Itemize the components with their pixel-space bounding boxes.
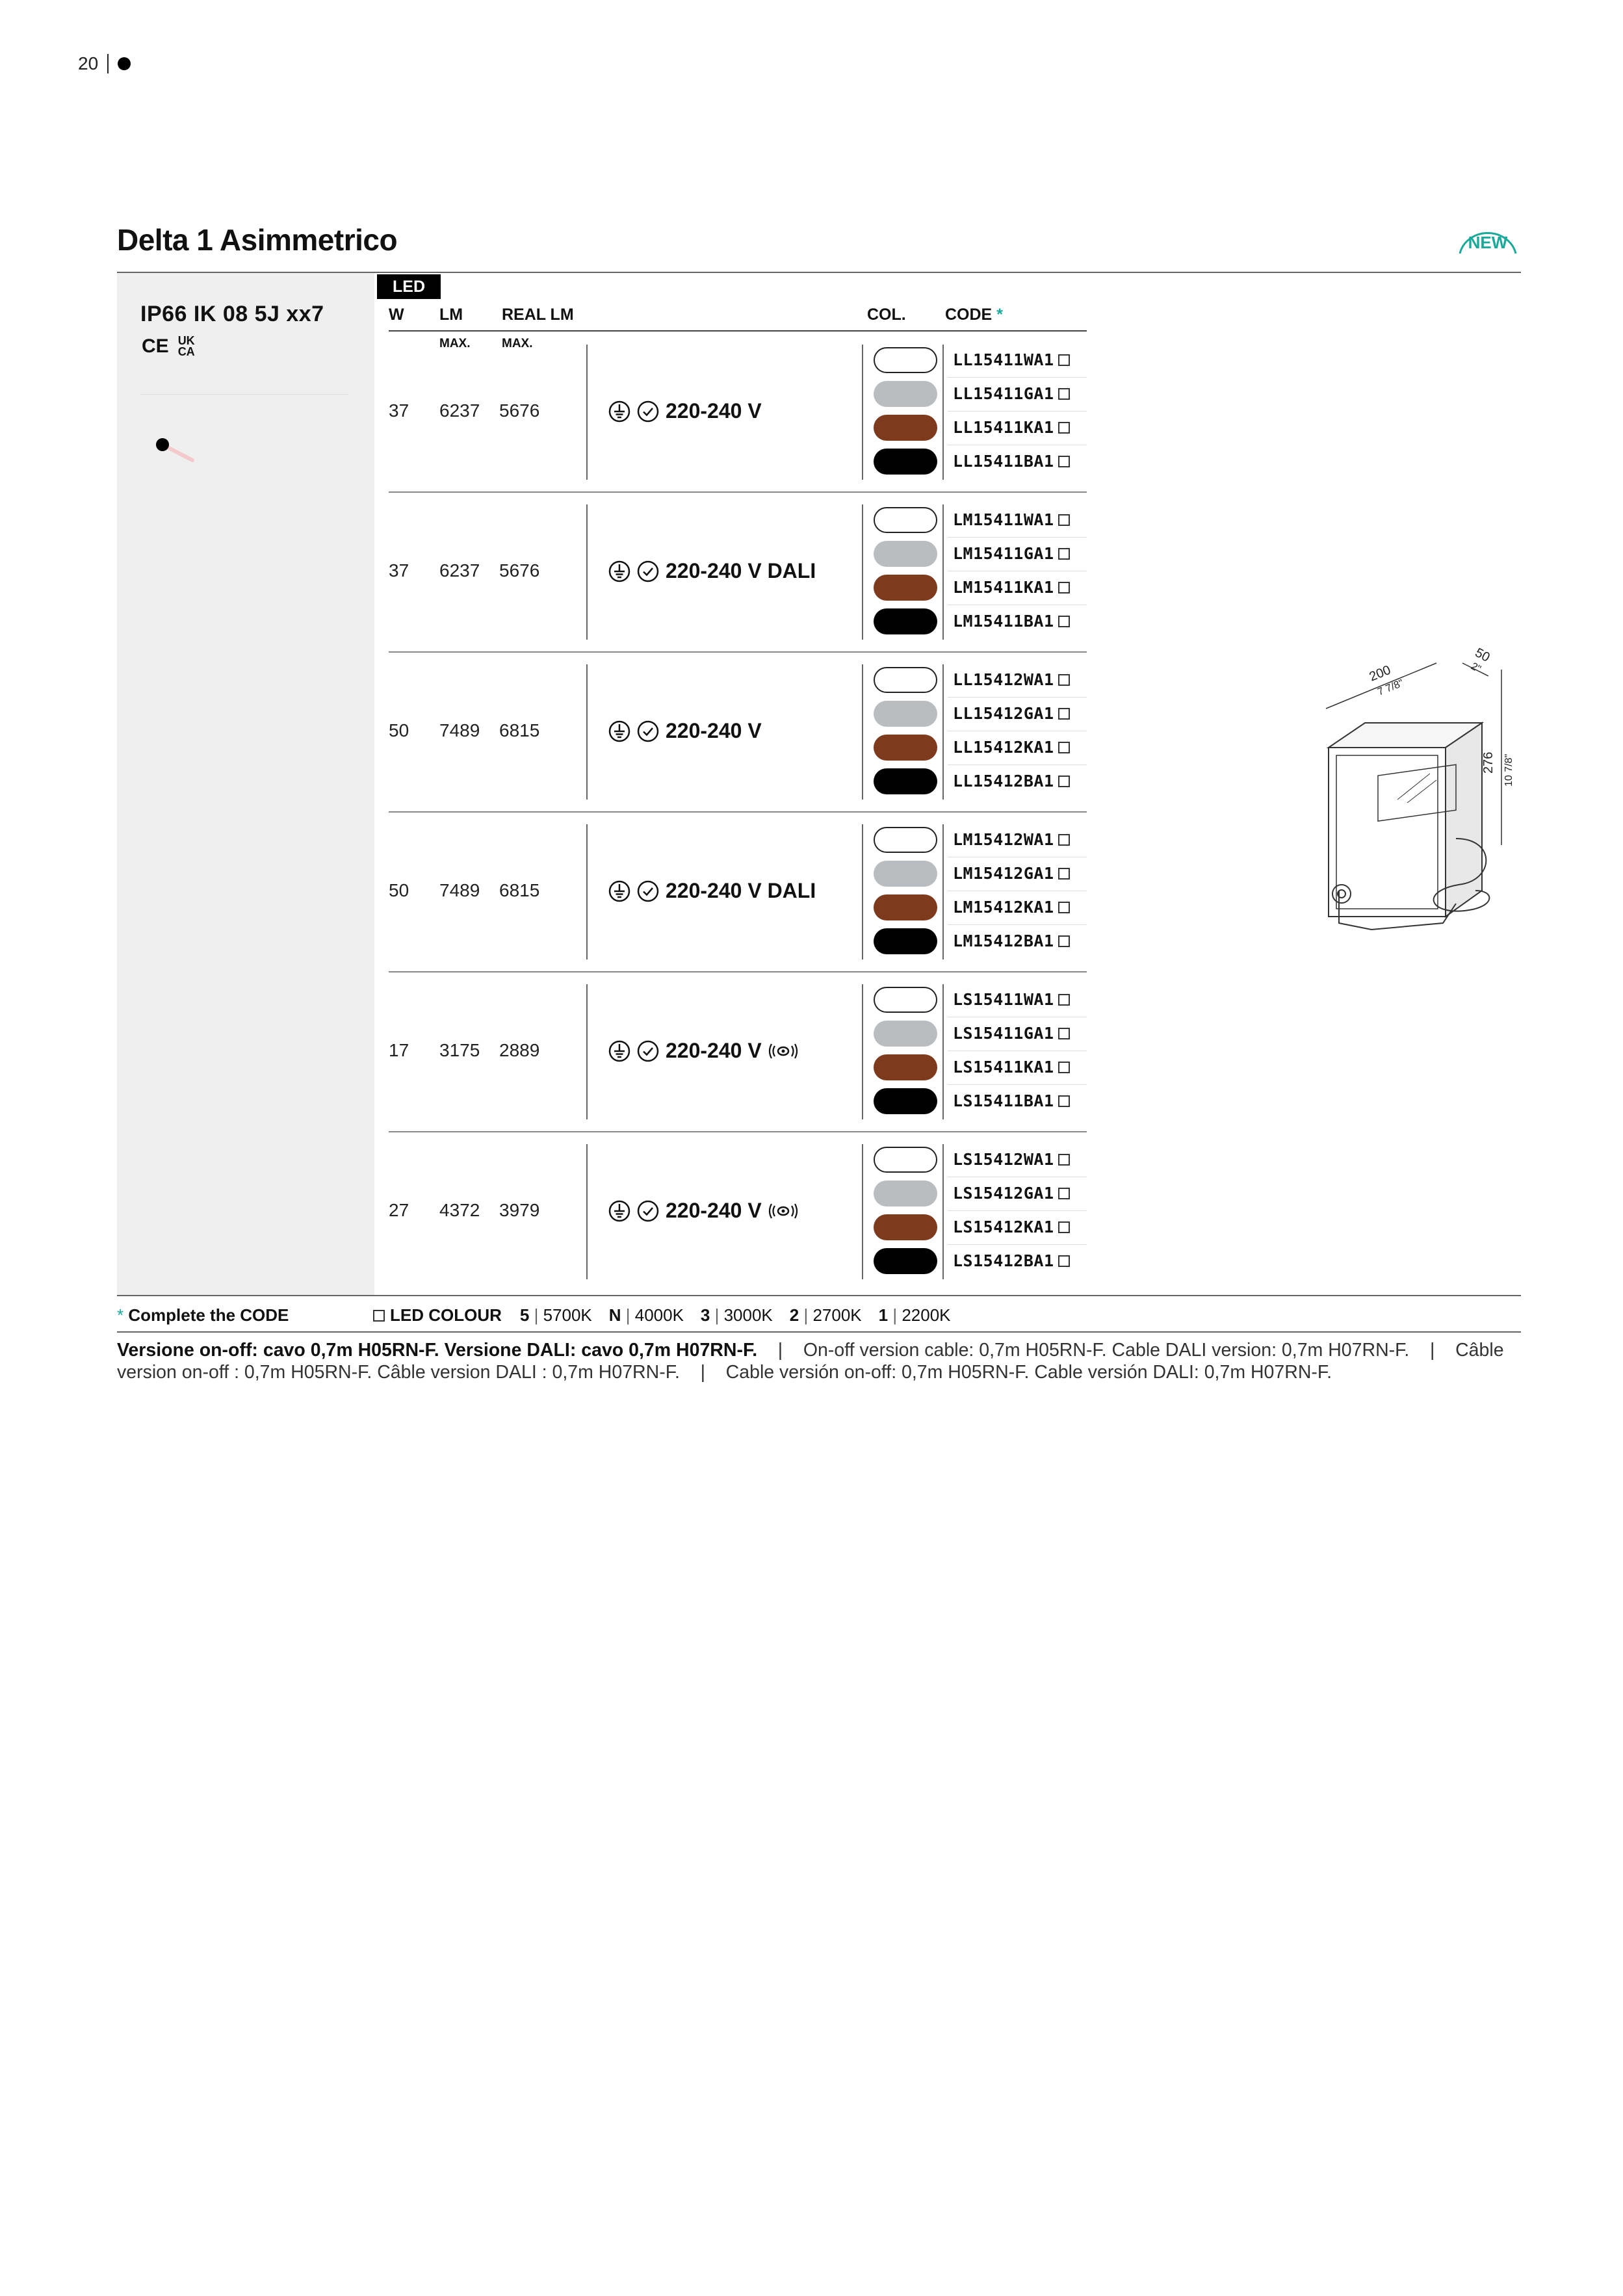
- subheader-lm: MAX.: [439, 337, 471, 350]
- code-box-icon: [373, 1310, 385, 1322]
- colour-temperatures: [520, 1305, 951, 1325]
- motion-sensor-icon: [768, 1042, 798, 1060]
- led-colour-title: [373, 1305, 502, 1325]
- cell-voltage: [608, 399, 762, 423]
- code-box-icon: [1058, 834, 1070, 846]
- row-vertical-rule: [586, 824, 588, 959]
- code-box-icon: [1058, 1095, 1070, 1107]
- table-row: [389, 1132, 1087, 1292]
- light-beam-icon: [156, 438, 195, 464]
- dim-width-in: 7 7/8": [1376, 677, 1405, 698]
- cell-watt: 50: [389, 720, 409, 740]
- led-colour-legend: [373, 1305, 951, 1325]
- product-code-text: LS15411BA1: [953, 1091, 1054, 1110]
- code-box-icon: [1058, 388, 1070, 400]
- legend-top-rule: [117, 1295, 1521, 1296]
- note-es: Cable versión on-off: 0,7m H05RN-F. Cable versión DALI: 0,7m H07RN-F.: [725, 1362, 1332, 1383]
- product-code-text: LM15412GA1: [953, 864, 1054, 883]
- voltage-label: 220-240 V DALI: [666, 559, 816, 582]
- earth-ground-icon: [608, 560, 630, 582]
- earth-ground-icon: [608, 1040, 630, 1062]
- product-code: [953, 384, 1070, 403]
- led-tag: LED: [377, 274, 441, 299]
- colour-temp-value: 3000K: [723, 1305, 773, 1325]
- code-box-icon: [1058, 935, 1070, 947]
- product-code: [953, 830, 1070, 849]
- cell-voltage: [608, 879, 816, 903]
- header-divider: [389, 330, 1087, 332]
- page-number-text: 20: [78, 53, 99, 73]
- cell-lm: 4372: [439, 1200, 480, 1220]
- row-vertical-rule: [586, 664, 588, 800]
- table-row: [389, 333, 1087, 493]
- colour-swatch-white: [874, 987, 937, 1013]
- colour-swatch-white: [874, 667, 937, 693]
- header-code: [945, 306, 1003, 324]
- colour-swatch-corten: [874, 1214, 937, 1240]
- cell-watt: 17: [389, 1040, 409, 1060]
- product-code-text: LL15412KA1: [953, 738, 1054, 757]
- code-row-rule: [948, 1244, 1087, 1245]
- code-star-icon: *: [996, 306, 1003, 324]
- product-dimension-drawing: [1300, 644, 1521, 943]
- ip-rating: IP66 IK 08 5J xx7: [140, 302, 324, 326]
- dim-depth-in: 2": [1469, 660, 1483, 675]
- note-sep-3: |: [684, 1362, 721, 1383]
- code-box-icon: [1058, 548, 1070, 560]
- product-code-text: LL15412WA1: [953, 670, 1054, 689]
- colour-swatch-white: [874, 347, 937, 373]
- colour-temp-key: N: [608, 1305, 621, 1325]
- row-vertical-rule: [862, 1144, 863, 1279]
- row-vertical-rule: [862, 504, 863, 640]
- row-vertical-rule: [942, 345, 944, 480]
- code-box-icon: [1058, 868, 1070, 880]
- product-code-text: LM15411BA1: [953, 612, 1054, 631]
- colour-swatch-corten: [874, 894, 937, 920]
- colour-swatch-black: [874, 1088, 937, 1114]
- row-vertical-rule: [586, 504, 588, 640]
- subheader-real-lm: MAX.: [502, 337, 533, 350]
- product-code: [953, 704, 1070, 723]
- row-vertical-rule: [862, 345, 863, 480]
- motion-sensor-icon: [768, 1202, 798, 1220]
- cell-watt: 50: [389, 880, 409, 900]
- code-box-icon: [1058, 1028, 1070, 1039]
- product-code-text: LS15412GA1: [953, 1184, 1054, 1203]
- colour-temp-sep: |: [799, 1305, 813, 1325]
- colour-swatch-white: [874, 827, 937, 853]
- cell-real-lm: 6815: [499, 880, 540, 900]
- colour-temp-sep: |: [710, 1305, 724, 1325]
- cell-real-lm: 3979: [499, 1200, 540, 1220]
- product-code-text: LM15412WA1: [953, 830, 1054, 849]
- code-box-icon: [1058, 776, 1070, 787]
- cell-real-lm: 5676: [499, 560, 540, 581]
- product-code-text: LL15411GA1: [953, 384, 1054, 403]
- code-box-icon: [1058, 708, 1070, 720]
- cell-voltage: [608, 559, 816, 583]
- code-row-rule: [948, 537, 1087, 538]
- code-row-rule: [948, 1210, 1087, 1211]
- colour-swatch-grey: [874, 1181, 937, 1207]
- product-code-text: LS15411GA1: [953, 1024, 1054, 1043]
- code-row-rule: [948, 1084, 1087, 1085]
- product-code-text: LM15411WA1: [953, 510, 1054, 529]
- colour-swatch-grey: [874, 541, 937, 567]
- cell-watt: 27: [389, 1200, 409, 1220]
- cell-real-lm: 5676: [499, 400, 540, 421]
- colour-swatch-black: [874, 928, 937, 954]
- row-vertical-rule: [942, 984, 944, 1119]
- colour-temp-item: [879, 1305, 951, 1325]
- product-code-text: LL15411BA1: [953, 452, 1054, 471]
- voltage-label: 220-240 V DALI: [666, 879, 816, 902]
- row-vertical-rule: [862, 824, 863, 959]
- colour-swatch-corten: [874, 1054, 937, 1080]
- product-code: [953, 990, 1070, 1009]
- led-colour-label: LED COLOUR: [390, 1305, 502, 1325]
- code-box-icon: [1058, 514, 1070, 526]
- cell-lm: 3175: [439, 1040, 480, 1060]
- cell-voltage: [608, 719, 762, 743]
- product-code: [953, 772, 1070, 790]
- product-sidebar: [117, 273, 374, 1295]
- row-vertical-rule: [942, 824, 944, 959]
- colour-swatch-grey: [874, 381, 937, 407]
- earth-ground-icon: [608, 720, 630, 742]
- dim-height: 276: [1481, 751, 1496, 774]
- colour-swatch-white: [874, 1147, 937, 1173]
- colour-temp-item: [520, 1305, 592, 1325]
- row-vertical-rule: [586, 1144, 588, 1279]
- code-row-rule: [948, 924, 1087, 925]
- header-code-label: CODE: [945, 306, 993, 324]
- row-vertical-rule: [862, 984, 863, 1119]
- cell-real-lm: 2889: [499, 1040, 540, 1060]
- colour-temp-sep: |: [621, 1305, 635, 1325]
- product-code-text: LS15412BA1: [953, 1251, 1054, 1270]
- table-row: [389, 813, 1087, 972]
- product-code-text: LS15411KA1: [953, 1058, 1054, 1076]
- product-code-text: LL15412BA1: [953, 772, 1054, 790]
- code-row-rule: [948, 764, 1087, 765]
- dim-depth: 50: [1472, 645, 1492, 665]
- earth-ground-icon: [608, 1200, 630, 1222]
- colour-temp-item: [790, 1305, 862, 1325]
- cell-real-lm: 6815: [499, 720, 540, 740]
- voltage-label: 220-240 V: [666, 1039, 762, 1062]
- code-box-icon: [1058, 422, 1070, 434]
- new-badge-label: NEW: [1468, 233, 1508, 252]
- code-box-icon: [1058, 994, 1070, 1006]
- product-code: [953, 1024, 1070, 1043]
- product-code-text: LL15412GA1: [953, 704, 1054, 723]
- colour-temp-item: [609, 1305, 684, 1325]
- cell-watt: 37: [389, 560, 409, 581]
- colour-temp-key: 2: [789, 1305, 799, 1325]
- certification-marks: [142, 335, 198, 358]
- dim-width: 200: [1367, 662, 1393, 685]
- check-circle-icon: [637, 1040, 659, 1062]
- product-code: [953, 350, 1070, 369]
- colour-temp-value: 2700K: [812, 1305, 862, 1325]
- product-code-text: LM15411GA1: [953, 544, 1054, 563]
- table-row: [389, 653, 1087, 813]
- page-separator: [107, 54, 109, 73]
- product-code-text: LL15411KA1: [953, 418, 1054, 437]
- cell-lm: 6237: [439, 400, 480, 421]
- new-badge: [1456, 221, 1520, 256]
- note-fr: Câble version on-off : 0,7m H05RN-F. Câble version DALI : 0,7m H07RN-F.: [117, 1340, 1504, 1383]
- product-code: [953, 1058, 1070, 1076]
- code-box-icon: [1058, 1255, 1070, 1267]
- product-code: [953, 1184, 1070, 1203]
- complete-star-icon: *: [117, 1305, 124, 1325]
- note-en: On-off version cable: 0,7m H05RN-F. Cable DALI version: 0,7m H07RN-F.: [803, 1340, 1410, 1361]
- product-code: [953, 864, 1070, 883]
- row-vertical-rule: [586, 345, 588, 480]
- code-row-rule: [948, 377, 1087, 378]
- table-row: [389, 972, 1087, 1132]
- product-code: [953, 1218, 1070, 1236]
- colour-swatch-grey: [874, 1021, 937, 1047]
- colour-temp-sep: |: [888, 1305, 902, 1325]
- row-vertical-rule: [586, 984, 588, 1119]
- colour-temp-key: 3: [700, 1305, 710, 1325]
- check-circle-icon: [637, 720, 659, 742]
- note-sep-1: |: [762, 1340, 798, 1361]
- product-code: [953, 1091, 1070, 1110]
- legend-bottom-rule: [117, 1331, 1521, 1333]
- product-code: [953, 1251, 1070, 1270]
- earth-ground-icon: [608, 880, 630, 902]
- product-code: [953, 612, 1070, 631]
- cell-voltage: [608, 1199, 798, 1223]
- check-circle-icon: [637, 1200, 659, 1222]
- header-col: COL.: [867, 306, 906, 324]
- colour-swatch-corten: [874, 415, 937, 441]
- colour-swatch-corten: [874, 575, 937, 601]
- code-box-icon: [1058, 1062, 1070, 1073]
- colour-swatch-black: [874, 449, 937, 475]
- code-box-icon: [1058, 1188, 1070, 1199]
- row-vertical-rule: [942, 1144, 944, 1279]
- product-code: [953, 932, 1070, 950]
- check-circle-icon: [637, 560, 659, 582]
- product-code: [953, 544, 1070, 563]
- colour-swatch-black: [874, 768, 937, 794]
- colour-swatch-black: [874, 1248, 937, 1274]
- cell-voltage: [608, 1039, 798, 1063]
- table-row: [389, 493, 1087, 653]
- product-code-text: LM15411KA1: [953, 578, 1054, 597]
- header-real-lm: REAL LM: [502, 306, 574, 324]
- code-box-icon: [1058, 354, 1070, 366]
- product-code-text: LS15412KA1: [953, 1218, 1054, 1236]
- check-circle-icon: [637, 400, 659, 423]
- product-code-text: LL15411WA1: [953, 350, 1054, 369]
- colour-swatch-grey: [874, 861, 937, 887]
- header-w: W: [389, 306, 404, 324]
- cell-watt: 37: [389, 400, 409, 421]
- product-code: [953, 578, 1070, 597]
- code-row-rule: [948, 1050, 1087, 1051]
- product-code-text: LS15412WA1: [953, 1150, 1054, 1169]
- dim-height-in: 10 7/8": [1503, 753, 1514, 787]
- product-title: Delta 1 Asimmetrico: [117, 223, 398, 257]
- product-code: [953, 670, 1070, 689]
- page-dot-icon: [118, 57, 131, 70]
- product-code: [953, 510, 1070, 529]
- note-sep-2: |: [1414, 1340, 1451, 1361]
- code-row-rule: [948, 697, 1087, 698]
- colour-swatch-white: [874, 507, 937, 533]
- code-box-icon: [1058, 456, 1070, 467]
- code-box-icon: [1058, 1221, 1070, 1233]
- code-box-icon: [1058, 1154, 1070, 1166]
- row-vertical-rule: [942, 504, 944, 640]
- row-vertical-rule: [862, 664, 863, 800]
- check-circle-icon: [637, 880, 659, 902]
- voltage-label: 220-240 V: [666, 719, 762, 742]
- code-box-icon: [1058, 902, 1070, 913]
- product-code: [953, 1150, 1070, 1169]
- complete-code-legend: [117, 1305, 289, 1325]
- product-code-text: LM15412KA1: [953, 898, 1054, 917]
- voltage-label: 220-240 V: [666, 399, 762, 423]
- row-vertical-rule: [942, 664, 944, 800]
- product-code: [953, 452, 1070, 471]
- ce-mark-icon: CE: [142, 335, 169, 357]
- product-code-text: LM15412BA1: [953, 932, 1054, 950]
- code-box-icon: [1058, 582, 1070, 594]
- page-number: [78, 53, 131, 74]
- colour-temp-sep: |: [529, 1305, 543, 1325]
- complete-code-label: Complete the CODE: [128, 1305, 289, 1325]
- colour-swatch-grey: [874, 701, 937, 727]
- colour-swatch-black: [874, 608, 937, 634]
- product-code: [953, 418, 1070, 437]
- sidebar-divider: [140, 394, 348, 395]
- colour-temp-key: 1: [878, 1305, 889, 1325]
- ukca-mark-icon: UK CA: [177, 334, 195, 358]
- colour-swatch-corten: [874, 735, 937, 761]
- code-box-icon: [1058, 742, 1070, 753]
- cell-lm: 7489: [439, 880, 480, 900]
- colour-temp-item: [701, 1305, 773, 1325]
- code-box-icon: [1058, 616, 1070, 627]
- header-lm: LM: [439, 306, 463, 324]
- product-code: [953, 738, 1070, 757]
- colour-temp-value: 5700K: [543, 1305, 592, 1325]
- colour-temp-value: 4000K: [634, 1305, 684, 1325]
- earth-ground-icon: [608, 400, 630, 423]
- cable-notes: [117, 1339, 1524, 1383]
- colour-temp-key: 5: [519, 1305, 530, 1325]
- voltage-label: 220-240 V: [666, 1199, 762, 1222]
- note-it: Versione on-off: cavo 0,7m H05RN-F. Versione DALI: cavo 0,7m H07RN-F.: [117, 1340, 758, 1361]
- code-box-icon: [1058, 674, 1070, 686]
- colour-temp-value: 2200K: [902, 1305, 951, 1325]
- cell-lm: 7489: [439, 720, 480, 740]
- cell-lm: 6237: [439, 560, 480, 581]
- product-code-text: LS15411WA1: [953, 990, 1054, 1009]
- product-code: [953, 898, 1070, 917]
